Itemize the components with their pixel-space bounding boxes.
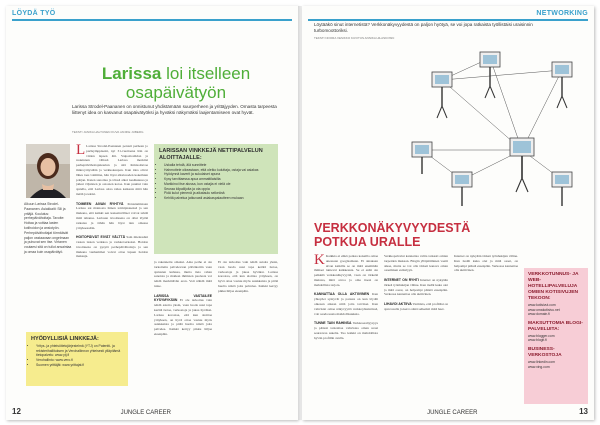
figure-monitor-1 bbox=[432, 72, 452, 118]
link-item[interactable]: • Yritys- ja yhteisötietojärjestelmä (YTJ) on Patentti- ja rekisterihallituksen ja Verohallinnon yhteisesti ylläpitämä tietopalvelu: www.ytj.fi bbox=[36, 344, 123, 358]
byline: TEKSTI NOORA VESIKKO KUVITUS ANNIKA HILASKOSKI bbox=[314, 36, 395, 40]
byline: TEKSTI JANIKA HALTUNEN KUVA JANIKE JUBERG bbox=[72, 130, 144, 134]
title-rest: loi itselleen osapäivätyön bbox=[125, 64, 251, 102]
tip-item: • Hahmottele oikeastaan, että oletko kuluttaja, ostaja vai asiakas bbox=[164, 168, 273, 173]
subheading: INTERNET ON RYHTI bbox=[384, 277, 419, 282]
body-column-3 bbox=[218, 260, 278, 408]
resource-link[interactable]: www.domain.fi bbox=[528, 312, 550, 317]
body-text: Kaikkia ei ehkä poikaa kokeilla omaa unessaan googlaamaan. Ei ainakaan aivan kaikille se on mitä enemmän ihmiset tuntevat kaikkeusta. Se ei enää ole pelkkää verkkonäkyvyyttä, vaan on tärkeää muistaa, mitä arvoa ja oma itsesi on mahdollista tarjota. bbox=[314, 254, 378, 287]
resource-link[interactable]: www.linkedin.com bbox=[528, 359, 555, 364]
tip-item: • Kysy tarvittaessa apua ammattilaisilta bbox=[164, 177, 273, 182]
lead-text: Larissa Strodel-Paananen on onnistunut yhdistämään suurperheen ja yrittäjyyden. Omasta tarpeesta liittenyt idea on kasvanut osapäivätyöksi ja hyväksi näkymäksi laajentamiseen ovat hyvät. bbox=[72, 104, 277, 115]
subheading: TOIMEEN AIVAN RYHTYÄ bbox=[76, 201, 124, 206]
body-text: Perustamistaan Larissa sai mainosta hänen toimipisteensä ja sen mukana, että kaikki sen kansainväliset voivat tehdä mitä tahansa. Larissan tavoitteena on ollut löytää ratkaisu ja tähän hän löysi tien omassa yrityksessään. bbox=[76, 201, 148, 230]
tip-item: • Uskalla tehdä, älä sunnittele bbox=[164, 163, 273, 168]
subheading: LARISSA VASTAILEE KYSYMYKSIIN bbox=[154, 293, 212, 303]
resources-title-1: VERKKOTUNNUS- JA WEB-HOTELLIPALVELUJA OMIEN KOTISIVUJEN TEKOON: bbox=[528, 272, 579, 301]
resource-link[interactable]: www.kotisivut.com bbox=[528, 303, 556, 307]
resources-box bbox=[524, 268, 588, 404]
subheading: HOITOPÄIVÄT EIVÄT VÄLTTÄ bbox=[76, 235, 126, 240]
folio bbox=[12, 407, 171, 416]
tip-item: • Pidä kulut pienenä ja aikataulu selkeänä bbox=[164, 191, 273, 196]
subheading: LIHAVOI AKTIIVA bbox=[384, 301, 412, 306]
page-number: 12 bbox=[12, 407, 21, 416]
resource-link[interactable]: www.blogit.fi bbox=[528, 338, 547, 343]
link-item[interactable]: • Suomen yrittäjät: www.yrittajat.fi bbox=[36, 363, 123, 368]
dropcap: L bbox=[76, 144, 86, 158]
link-item[interactable]: • Verohallinto: www.vero.fi bbox=[36, 358, 123, 363]
body-text: Ei ole tarkoitus vain tehdä asioita yksin, vaan luoda uusi tapa kerätä tietoa, verkostoja ja jakaa hyväksi. Larissa korostaa, että kun aloittaa yrityksen, on hyvä ottaa vastuu myös asiakkaista ja pitää huolta niistä joita palvelee. Kaikki kertyy pikku hiljaa eteenpäin. bbox=[154, 298, 212, 336]
figure-monitor-3 bbox=[552, 62, 572, 108]
links-box bbox=[26, 332, 128, 386]
body-column-2 bbox=[154, 260, 212, 408]
resource-link[interactable]: www.omakotisivu.net bbox=[528, 307, 560, 312]
dropcap: K bbox=[314, 254, 325, 268]
photo-caption: Alkuun Larissa Strodel-Paananen. Asiakkaiti: Sili ja yritäjä. Koulutus: perhepäivähoitaja. Tavoite: Hoitaa ja voittaa lasten kotihoidon ja ansiotyön. Perhepäivähoitajat törmäävät paljon vastaavaan ongelmaan ja puhuvat sen itse. Virtanen voutaesi sitä on tullut ansaintaa ja omaa kuin osapäivätyö. bbox=[24, 202, 72, 254]
tips-box-title: LARISSAN VINKKEJÄ NETTIPALVELUN ALOITTAJALLE: bbox=[159, 148, 263, 161]
subheading: KANNATTAA OLLA AKTIIVINEN bbox=[314, 292, 370, 297]
lead-text: Löytääkö sinut internetistä? Verkkonäkyvyydestä on paljon hyötyä, se voi jopa ratkaista työllistäisi uraisinnin turbomoottoriksi. bbox=[314, 22, 533, 33]
body-column-1 bbox=[76, 144, 148, 328]
right-page bbox=[302, 6, 594, 420]
body-column-2 bbox=[384, 254, 448, 408]
article-title: VERKKONÄKYVYYDESTÄ POTKUA URALLE bbox=[314, 221, 471, 249]
body-text: Larissa Strodel-Paananen perusti perheen jo parikymppisenä, nyt 31-vuotiaana hän on viiden lapsen äiti. Vaipanvaihdon ja ruokinnan välissä Larissa merkitsi perhepäivähoitajakoulun ja sitä ihmisoituvaa mikroyritystään ja verkkokaupan. Kun idea olivat lähes taas valmiina, hän löysi alkuvuoden kokeiluun pohjan. Kuten sanottua ja töissä alkoi kesäkuussa ja jatkui viljaisten ja ostosten kotoa. Kun puuttui vain ajatella, että Larissa ottaa rahaa kaikesta mitä hän tietää ja tekisi. bbox=[76, 144, 148, 196]
tip-item: • Hyödynnä kaverit ja sukulaiset apuna bbox=[164, 172, 273, 177]
body-text: Internet on nykyään tärkeä työnhakijan väline. Kun tiedät kuka olet ja mitä osaat, on helpompi päästä eteenpäin. Verkossa kannattaa olla aktiivinen. bbox=[454, 254, 518, 273]
title-word-highlight: Larissa bbox=[101, 64, 162, 83]
section-label: NETWORKING bbox=[536, 10, 588, 17]
resources-title-3: BUSINESS-VERKOSTOJA bbox=[528, 346, 562, 358]
body-text: Verkkosaaliyysyys ja päässä tarkoittaa vahvistaa oman urasi seuraavaa askelta. Tuo kaikki on mahdollista hyvän profiilin avulla. bbox=[314, 321, 378, 340]
portrait-image bbox=[26, 144, 70, 198]
links-list bbox=[26, 344, 128, 368]
body-text: Internet on nykyään tärkeä työnhakijan väline. Kun tiedät kuka olet ja mitä osaat, on helpompi päästä eteenpäin. Verkossa kannattaa olla aktiivinen. bbox=[384, 277, 448, 297]
tip-item: • Markkinoi itse alussa, kun ostajia ei vielä ole bbox=[164, 182, 273, 187]
top-rule bbox=[12, 19, 292, 21]
portrait-photo bbox=[26, 144, 70, 198]
body-text: Sain mielessäni vasten lasten verkkoa ja verkkoverkoksi. Hoidon tavoitteena on pysytä perhepäivähoitaja ja sen mukana vanhemmat voivat ottaa lapsen hoidon maksuja. bbox=[76, 235, 148, 259]
tip-item: • Seuraa kilpailijoita ja ota oppia bbox=[164, 187, 273, 192]
resource-link[interactable]: www.xing.com bbox=[528, 364, 550, 369]
links-box-title: HYÖDYLLISIÄ LINKKEJÄ: bbox=[31, 336, 99, 342]
left-page bbox=[6, 6, 298, 420]
body-text: Ei ole tarkoitus vain tehdä asioita yksin, vaan luoda uusi tapa kerätä tietoa, verkostoja ja jakaa hyväksi. Larissa korostaa, että kun aloittaa yrityksen, on hyvä ottaa vastuu myös asiakkaista ja pitää huolta niistä joita palvelee. Kaikki kertyy pikku hiljaa eteenpäin. bbox=[218, 260, 278, 293]
top-rule bbox=[308, 19, 588, 21]
body-text: ja rakennettu omaksi. Aina perhe ei ole tarkoitettu palvelevaan päiväkotiin vaan ajatusten kulussa, mutta tieto rahan sanoista ja matkan ihmisten puolesta voi tehdä merkittävän eron. Voit nähdä mitä tulee. bbox=[154, 260, 212, 288]
tips-list bbox=[154, 163, 278, 201]
folio bbox=[427, 407, 588, 416]
body-column-1 bbox=[314, 254, 378, 408]
figure-monitor-5 bbox=[412, 142, 432, 174]
tip-item: • Kehitä palvelua jatkuvasti asiakaspalautteen mukaan bbox=[164, 196, 273, 201]
body-text: Kun yhteydet syntyvät ja parasta on kun löydät oikeaan aikaan niitä joita tarvitset. Kun vahvistat omaa näkyvyyttä verkkoyhteisöissä, voit saada uusia mahdollisuuksia. bbox=[314, 292, 378, 316]
body-text: Verkkopalvelut kannattaa valita tarkasti omien tarpeiden mukaan. Blogin ylläpitäminen vaatii aikaa, mutta se voi olla tärkeä kanava oman osaamisen esittelyyn. bbox=[384, 254, 448, 273]
figure-monitor-2 bbox=[480, 52, 500, 98]
magazine-name: JUNGLE CAREER bbox=[427, 410, 478, 416]
article-title bbox=[76, 64, 276, 102]
page-number: 13 bbox=[579, 407, 588, 416]
tips-box bbox=[154, 144, 278, 254]
figure-monitor-4 bbox=[510, 138, 534, 192]
figure-monitor-7 bbox=[552, 172, 572, 206]
magazine-name: JUNGLE CAREER bbox=[120, 410, 171, 416]
figure-monitor-6 bbox=[452, 172, 472, 206]
subheading: TUNNE TAIN RAHINSA bbox=[314, 321, 352, 326]
network-illustration bbox=[402, 50, 592, 218]
body-column-3 bbox=[454, 254, 518, 408]
section-label: LÖYDÄ TYÖ bbox=[12, 10, 56, 17]
resources-title-2: MAKSUTTOMIA BLOGI-PALVELUITA: bbox=[528, 320, 583, 332]
resource-link[interactable]: www.blogger.com bbox=[528, 333, 555, 338]
body-text: Varmista, että profiilisi on ajan tasalla ja kerro siinä selkeästi mitä haet. bbox=[384, 301, 448, 311]
